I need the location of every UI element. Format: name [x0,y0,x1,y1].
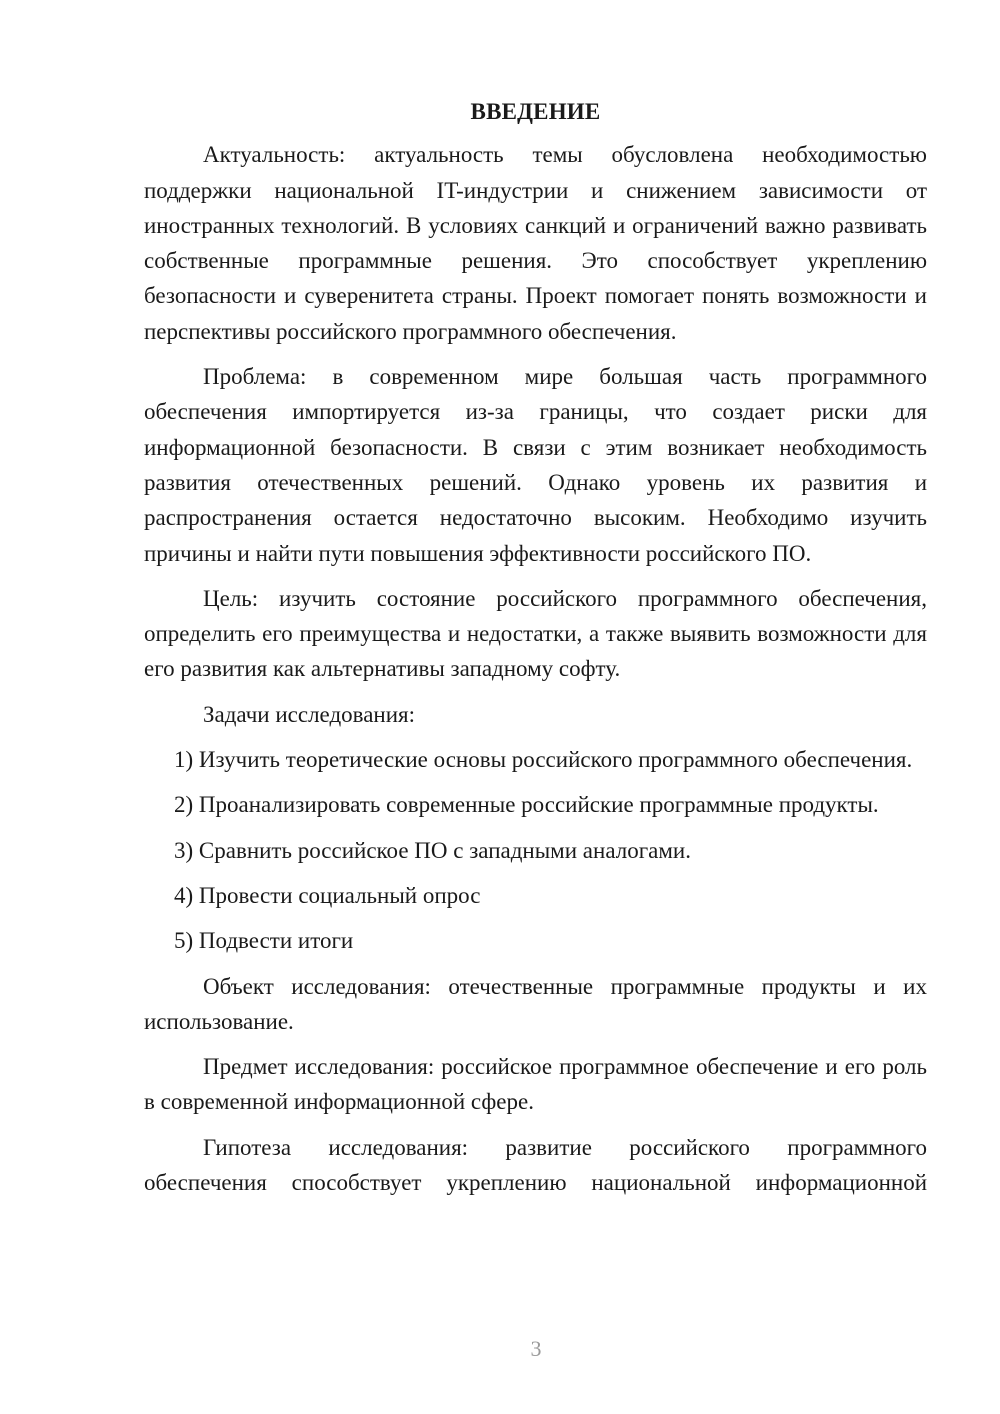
task-item: 4) Провести социальный опрос [174,882,481,908]
paragraph-relevance: Актуальность: актуальность темы обусловлена необходимостью поддержки национальной IT-индустрии и снижением зависимости от иностранных технологий. В условиях санкций и ограничений важно развивать собственные программные решения. Это способствует укреплению безопасности и суверенитета страны. Проект помогает понять возможности и перспективы российского программного обеспечения. [144,142,927,344]
paragraph-subject: Предмет исследования: российское программное обеспечение и его роль в современной информационной сфере. [144,1054,927,1115]
paragraph-object: Объект исследования: отечественные программные продукты и их использование. [144,973,927,1034]
tasks-heading: Задачи исследования: [203,701,416,727]
paragraph-problem: Проблема: в современном мире большая часть программного обеспечения импортируется из-за границы, что создает риски для информационной безопасности. В связи с этим возникает необходимость развития отечественных решений. Однако уровень их развития и распространения остается недостаточно высоким. Необходимо изучить причины и найти пути повышения эффективности российского ПО. [144,364,927,566]
task-item: 5) Подвести итоги [174,928,354,954]
task-item: 2) Проанализировать современные российские программные продукты. [174,792,879,818]
paragraph-hypothesis: Гипотеза исследования: развитие российского программного обеспечения способствует укреплению национальной информационной [144,1134,927,1196]
page-number: 3 [530,1336,542,1361]
paragraph-goal: Цель: изучить состояние российского программного обеспечения, определить его преимущества и недостатки, а также выявить возможности для его развития как альтернативы западному софту. [144,585,927,682]
task-item: 3) Сравнить российское ПО с западными аналогами. [174,837,691,863]
page-title: ВВЕДЕНИЕ [470,99,601,124]
page-content [144,94,927,1210]
task-item: 1) Изучить теоретические основы российского программного обеспечения. [174,747,913,773]
